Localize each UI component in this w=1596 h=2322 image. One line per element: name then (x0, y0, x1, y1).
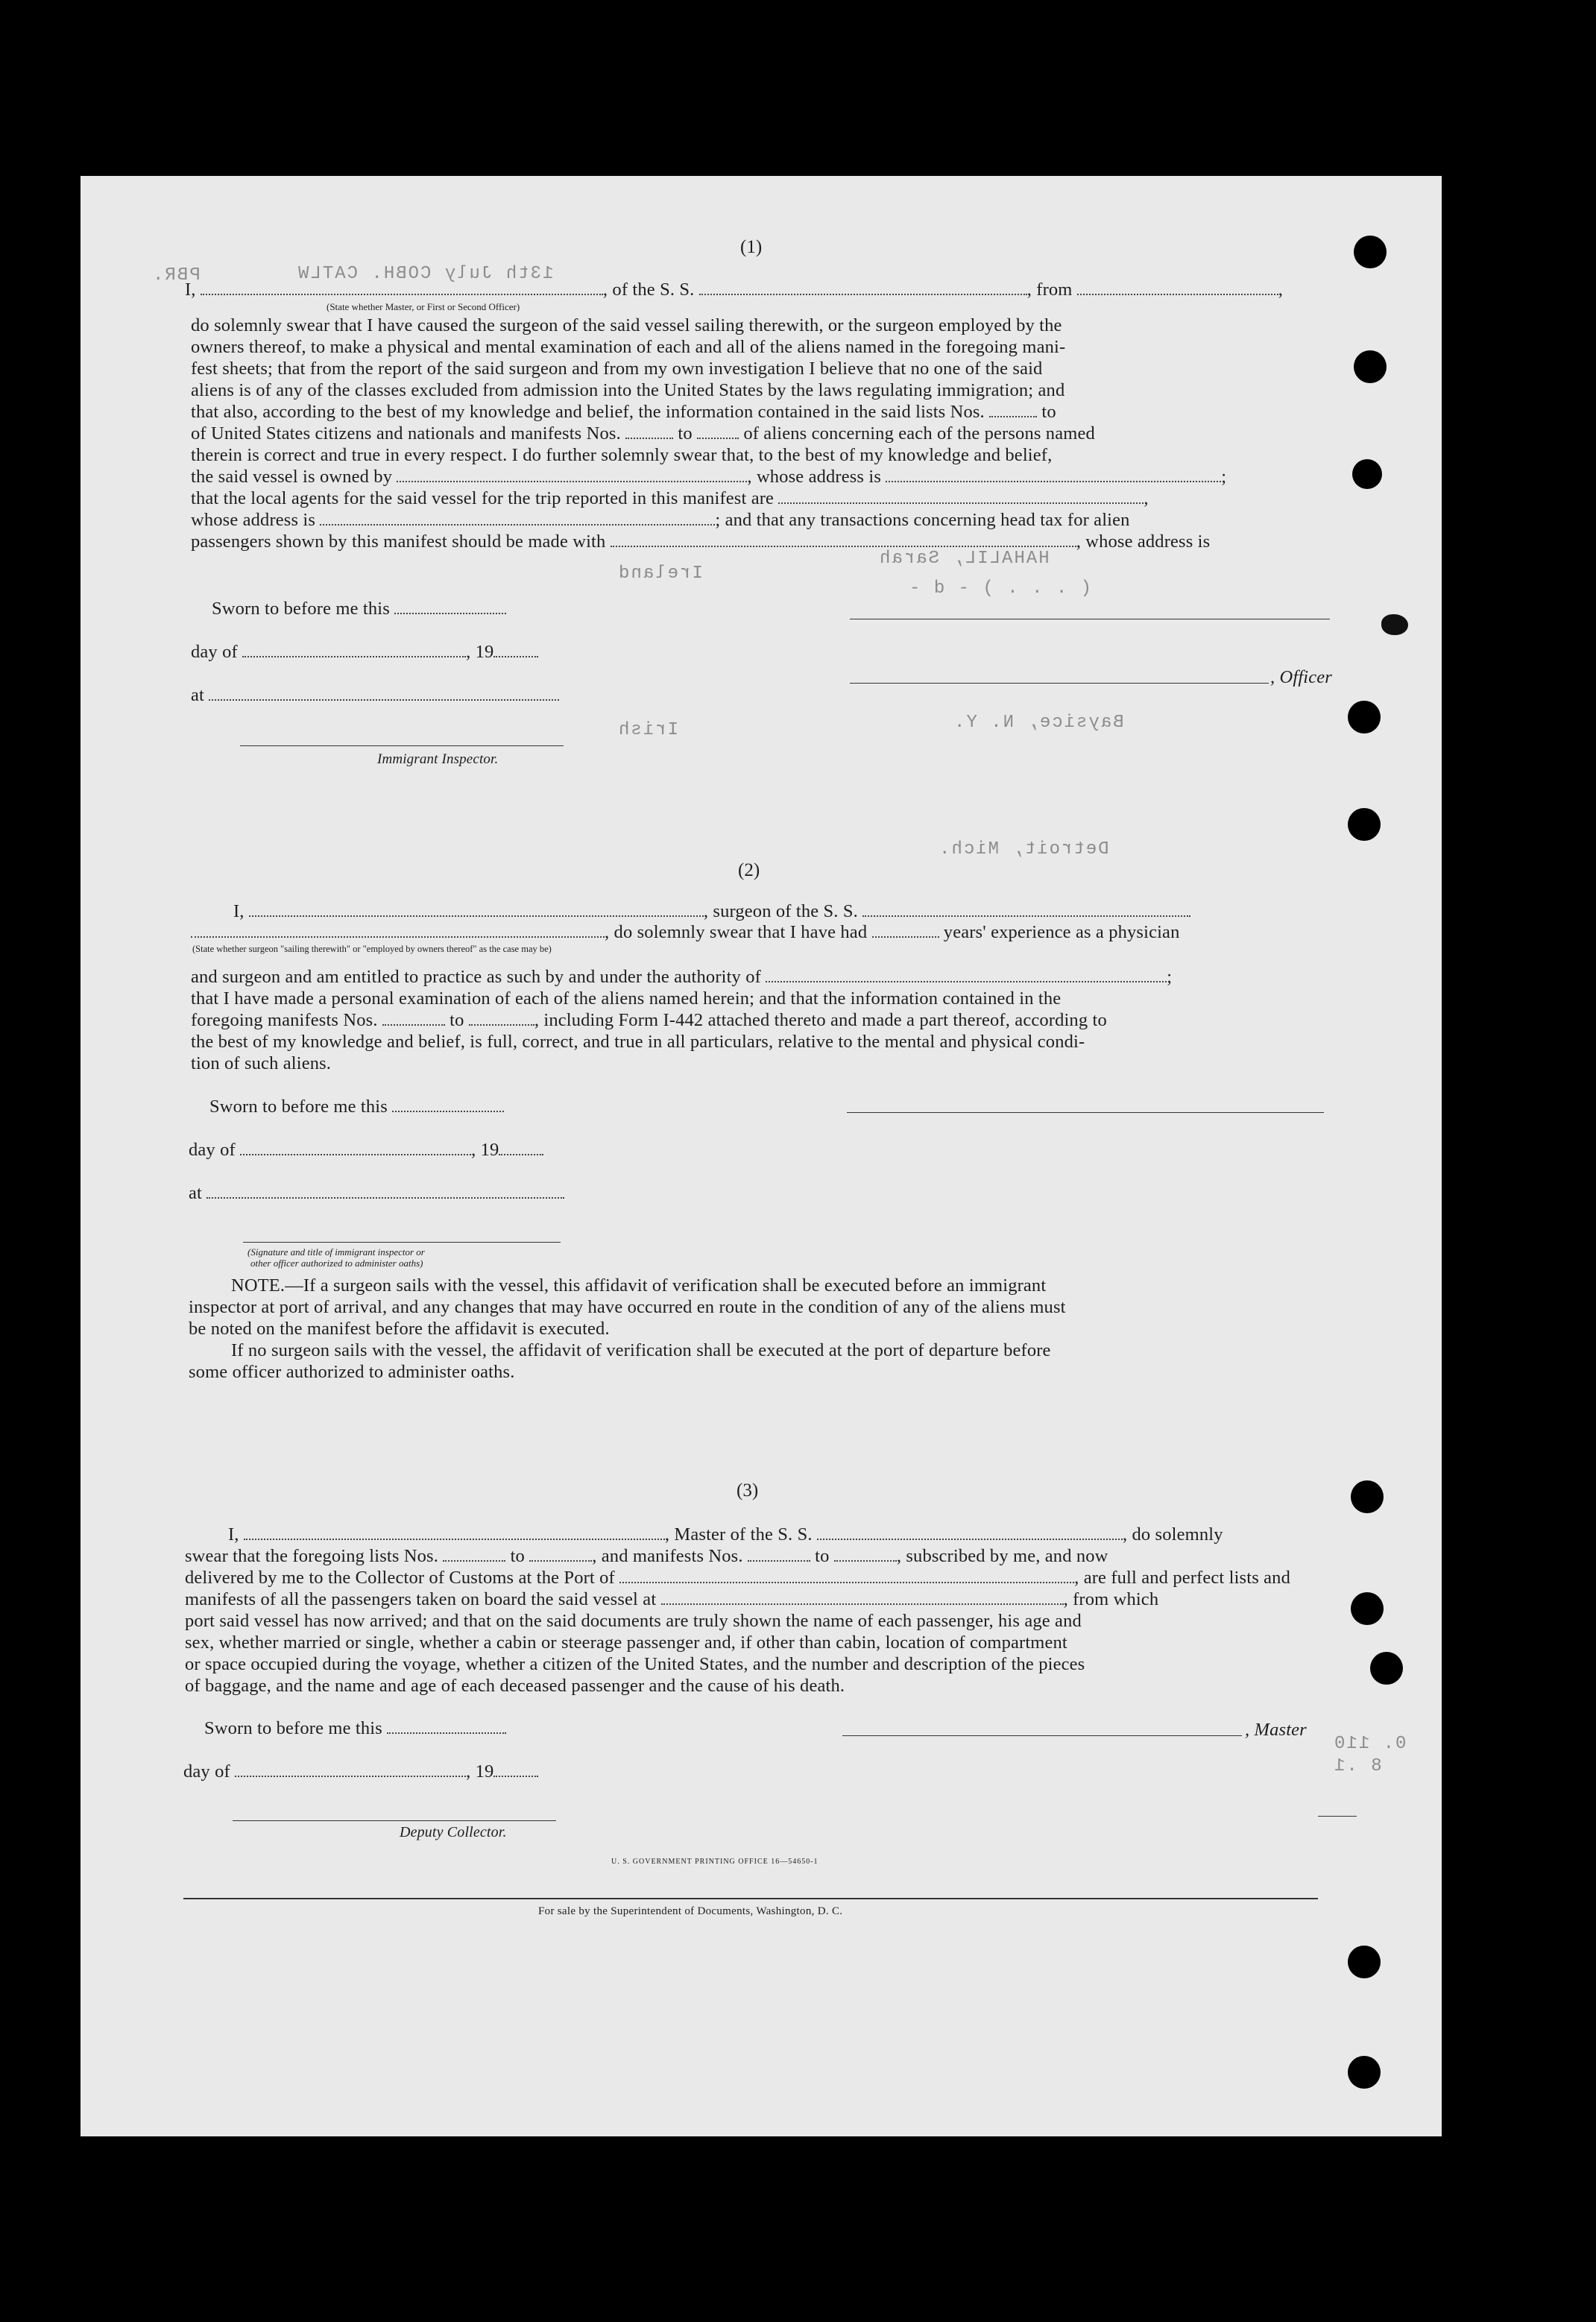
section-2-line-1 (233, 900, 1190, 922)
note-line-4: If no surgeon sails with the vessel, the affidavit of verification shall be executed at the port of departure before (231, 1340, 1051, 1360)
sworn-date-field[interactable] (392, 1096, 504, 1112)
blank-label: , are full and perfect lists and (1074, 1568, 1290, 1588)
deputy-collector-label: Deputy Collector. (400, 1824, 507, 1840)
year-label: , 19 (466, 642, 494, 662)
section-3-line-7: or space occupied during the voyage, whether a citizen of the United States, and the number and description of the pieces (185, 1654, 1085, 1674)
sworn-line-3 (204, 1717, 506, 1739)
section-1-line-10 (191, 488, 1149, 509)
blank-label: I, (185, 280, 196, 300)
punch-hole (1348, 808, 1381, 841)
blank-label: , including Form I-442 attached thereto and made a part thereof, according to (534, 1010, 1107, 1030)
blank-label: foregoing manifests Nos. (191, 1010, 378, 1030)
sworn-date-field[interactable] (387, 1717, 506, 1734)
punch-hole (1348, 2056, 1381, 2089)
note-line-3: be noted on the manifest before the affidavit is executed. (189, 1319, 610, 1339)
day-of-line-1 (191, 641, 538, 663)
blank-label: to (450, 1010, 464, 1030)
blank-label: to (510, 1546, 525, 1566)
year-field[interactable] (493, 641, 538, 657)
at-line-2 (189, 1182, 564, 1204)
sworn-label: Sworn to before me this (204, 1718, 382, 1738)
section-3-line-5: port said vessel has now arrived; and that on the said documents are truly shown the name of each passenger, his age and (185, 1611, 1082, 1631)
signature-note-2: other officer authorized to administer oaths) (250, 1258, 423, 1269)
blank-label: , do solemnly (1122, 1524, 1223, 1545)
punch-hole (1351, 1480, 1384, 1513)
section-1-number: (1) (740, 237, 763, 257)
section-3-line-8: of baggage, and the name and age of each deceased passenger and the cause of his death. (185, 1676, 845, 1696)
officer-signature-line (850, 683, 1269, 684)
surgeon-name-field[interactable] (249, 900, 704, 917)
section-1-line-11 (191, 509, 1130, 531)
section-1-line-1 (185, 279, 1283, 300)
printing-office-line: U. S. GOVERNMENT PRINTING OFFICE 16—54650-1 (611, 1858, 818, 1866)
day-of-line-3 (183, 1761, 538, 1782)
practice-authority-field[interactable] (766, 966, 1167, 982)
blank-label: , from which (1063, 1589, 1159, 1609)
blank-label: ; and that any transactions concerning head tax for alien (715, 510, 1130, 530)
section-2-line-5 (191, 1009, 1107, 1031)
oath-officer-signature-line (243, 1242, 561, 1243)
local-agents-field[interactable] (778, 488, 1144, 504)
blank-label: , Master of the S. S. (664, 1524, 813, 1545)
year-label: , 19 (466, 1761, 494, 1782)
bleed-through-text: PBR. (151, 265, 201, 285)
master-label: , Master (1245, 1720, 1307, 1740)
year-field[interactable] (499, 1139, 543, 1155)
sworn-label: Sworn to before me this (212, 599, 390, 619)
blank-label: of United States citizens and nationals and manifests Nos. (191, 423, 621, 444)
blank-label: ; (1221, 467, 1227, 487)
departure-port-field[interactable] (1077, 279, 1278, 295)
bleed-through-text: 0. 110 (1333, 1734, 1407, 1754)
year-label: , 19 (471, 1140, 499, 1160)
bleed-through-text: ( . . . ) - d - (908, 578, 1092, 599)
bleed-through-text: 13th July COBH. CATLW (297, 264, 554, 284)
surgeon-type-field[interactable] (191, 921, 605, 938)
section-1-line-7 (191, 423, 1095, 444)
blank-label: ; (1167, 967, 1173, 987)
bleed-through-text: Irish (617, 720, 679, 740)
section-1-line-4: fest sheets; that from the report of the said surgeon and from my own investigation I believe that no one of the said (191, 359, 1043, 379)
deputy-signature-line (233, 1820, 556, 1821)
section-3-line-2 (185, 1545, 1108, 1567)
blank-label: years' experience as a physician (943, 922, 1180, 942)
blank-label: to (1041, 402, 1056, 422)
surgeon-type-note: (State whether surgeon "sailing therewith" or "employed by owners thereof" as the case may be) (192, 944, 552, 954)
master-manifests-from-field[interactable] (748, 1545, 810, 1562)
blank-label: , (1278, 280, 1284, 300)
agents-address-field[interactable] (320, 509, 715, 526)
footer-rule (183, 1898, 1318, 1899)
punch-hole (1354, 350, 1387, 383)
section-1-line-2: do solemnly swear that I have caused the surgeon of the said vessel sailing therewith, or the surgeon employed by the (191, 315, 1062, 335)
punch-hole (1348, 1946, 1381, 1978)
blank-label: delivered by me to the Collector of Customs at the Port of (185, 1568, 615, 1588)
blank-label: manifests of all the passengers taken on board the said vessel at (185, 1589, 657, 1609)
blank-label: , and manifests Nos. (592, 1546, 743, 1566)
officer-rank-note: (State whether Master, or First or Second Officer) (327, 301, 520, 312)
blank-label: to (815, 1546, 830, 1566)
section-1-line-12 (191, 531, 1210, 552)
immigrant-inspector-label: Immigrant Inspector. (377, 751, 499, 767)
ink-blot (1381, 614, 1408, 635)
section-2-line-4: that I have made a personal examination of each of the aliens named herein; and that the information contained in the (191, 988, 1062, 1009)
section-3-number: (3) (737, 1480, 759, 1501)
document-page (81, 176, 1442, 2136)
bleed-through-text: 8 .1 (1333, 1756, 1382, 1776)
blank-label: , (1144, 488, 1149, 508)
at-label: at (191, 685, 204, 705)
manifests-from-field[interactable] (625, 423, 673, 439)
owner-address-field[interactable] (886, 466, 1221, 482)
lists-from-field[interactable] (989, 401, 1037, 417)
section-1-line-8: therein is correct and true in every respect. I do further solemnly swear that, to the best of my knowledge and belief, (191, 445, 1053, 465)
blank-label: , whose address is (747, 467, 882, 487)
note-line-2: inspector at port of arrival, and any changes that may have occurred en route in the condition of any of the aliens must (189, 1297, 1066, 1317)
place-field[interactable] (206, 1182, 564, 1199)
punch-hole (1351, 1592, 1384, 1625)
master-lists-to-field[interactable] (529, 1545, 592, 1562)
punch-hole (1370, 1652, 1403, 1685)
note-line-5: some officer authorized to administer oaths. (189, 1362, 515, 1382)
day-of-line-2 (189, 1139, 543, 1161)
blank-label: I, (233, 901, 245, 921)
section-2-line-7: tion of such aliens. (191, 1053, 332, 1073)
blank-label: that the local agents for the said vessel for the trip reported in this manifest are (191, 488, 775, 508)
arrival-port-field[interactable] (619, 1567, 1074, 1583)
master-signature-line (842, 1735, 1242, 1736)
section-2-line-6: the best of my knowledge and belief, is full, correct, and true in all particulars, relative to the mental and physical condi- (191, 1032, 1085, 1052)
blank-label: , do solemnly swear that I have had (605, 922, 868, 942)
month-field[interactable] (235, 1761, 466, 1777)
sworn-label: Sworn to before me this (209, 1097, 388, 1117)
section-1-line-5: aliens is of any of the classes excluded from admission into the United States by the laws regulating immigration; and (191, 380, 1065, 400)
section-3-line-1 (228, 1524, 1223, 1545)
section-3-line-4 (185, 1589, 1158, 1610)
bleed-through-text: HAHALIL, Sarah (878, 549, 1050, 569)
officer-name-field[interactable] (201, 279, 603, 295)
section-1-line-3: owners thereof, to make a physical and mental examination of each and all of the aliens named in the foregoing mani- (191, 337, 1066, 357)
master-vessel-field[interactable] (817, 1524, 1123, 1540)
officer-label: , Officer (1270, 667, 1332, 687)
blank-label: of aliens concerning each of the persons named (743, 423, 1095, 444)
signature-note-1: (Signature and title of immigrant inspector or (247, 1246, 425, 1258)
blank-label: , subscribed by me, and now (896, 1546, 1108, 1566)
side-mark-line (1318, 1816, 1357, 1817)
master-name-field[interactable] (244, 1524, 665, 1540)
note-line-1: NOTE.—If a surgeon sails with the vessel, this affidavit of verification shall be executed before an immigrant (231, 1275, 1047, 1296)
master-manifests-to-field[interactable] (834, 1545, 897, 1562)
at-line-1 (191, 684, 559, 706)
sworn-line-2 (209, 1096, 504, 1117)
surgeon-manifests-to-field[interactable] (469, 1009, 534, 1026)
inspector-signature-line (240, 745, 564, 746)
punch-hole (1352, 459, 1382, 489)
blank-label: , of the S. S. (602, 280, 695, 300)
vessel-name-field[interactable] (699, 279, 1027, 295)
year-field[interactable] (493, 1761, 538, 1777)
surgeon-vessel-field[interactable] (862, 900, 1190, 917)
day-of-label: day of (191, 642, 238, 662)
years-experience-field[interactable] (872, 921, 939, 938)
section-3-line-6: sex, whether married or single, whether a cabin or steerage passenger and, if other than cabin, location of compartment (185, 1632, 1067, 1653)
blank-label: , whose address is (1076, 531, 1211, 552)
sale-line: For sale by the Superintendent of Documents, Washington, D. C. (538, 1905, 843, 1917)
manifests-to-field[interactable] (697, 423, 739, 439)
month-field[interactable] (240, 1139, 471, 1155)
punch-hole (1354, 236, 1387, 268)
surgeon-manifests-from-field[interactable] (382, 1009, 445, 1026)
blank-label: swear that the foregoing lists Nos. (185, 1546, 439, 1566)
surgeon-signature-line (847, 1112, 1324, 1113)
blank-label: that also, according to the best of my knowledge and belief, the information contained in the said lists Nos. (191, 402, 985, 422)
blank-label: , from (1026, 280, 1073, 300)
bleed-through-text: Baysice, N. Y. (953, 713, 1124, 733)
embarkation-port-field[interactable] (661, 1589, 1064, 1605)
sworn-line-1 (212, 598, 506, 619)
blank-label: I, (228, 1524, 239, 1545)
blank-label: , surgeon of the S. S. (703, 901, 858, 921)
section-1-line-6 (191, 401, 1056, 423)
sworn-date-field[interactable] (394, 598, 506, 614)
blank-label: passengers shown by this manifest should be made with (191, 531, 606, 552)
vessel-owner-field[interactable] (397, 466, 747, 482)
punch-hole (1348, 701, 1381, 733)
bleed-through-text: Ireland (617, 564, 703, 584)
blank-label: and surgeon and am entitled to practice as such by and under the authority of (191, 967, 761, 987)
master-lists-from-field[interactable] (443, 1545, 505, 1562)
bleed-through-text: Detroit, Mich. (938, 839, 1109, 859)
place-field[interactable] (209, 684, 559, 701)
blank-label: the said vessel is owned by (191, 467, 393, 487)
at-label: at (189, 1183, 202, 1203)
month-field[interactable] (242, 641, 466, 657)
head-tax-contact-field[interactable] (611, 531, 1076, 547)
section-2-line-2 (191, 921, 1179, 943)
section-2-number: (2) (738, 860, 760, 880)
blank-label: whose address is (191, 510, 316, 530)
section-2-line-3 (191, 966, 1172, 988)
section-1-line-9 (191, 466, 1226, 488)
day-of-label: day of (183, 1761, 230, 1782)
blank-label: to (678, 423, 693, 444)
day-of-label: day of (189, 1140, 236, 1160)
section-3-line-3 (185, 1567, 1290, 1589)
